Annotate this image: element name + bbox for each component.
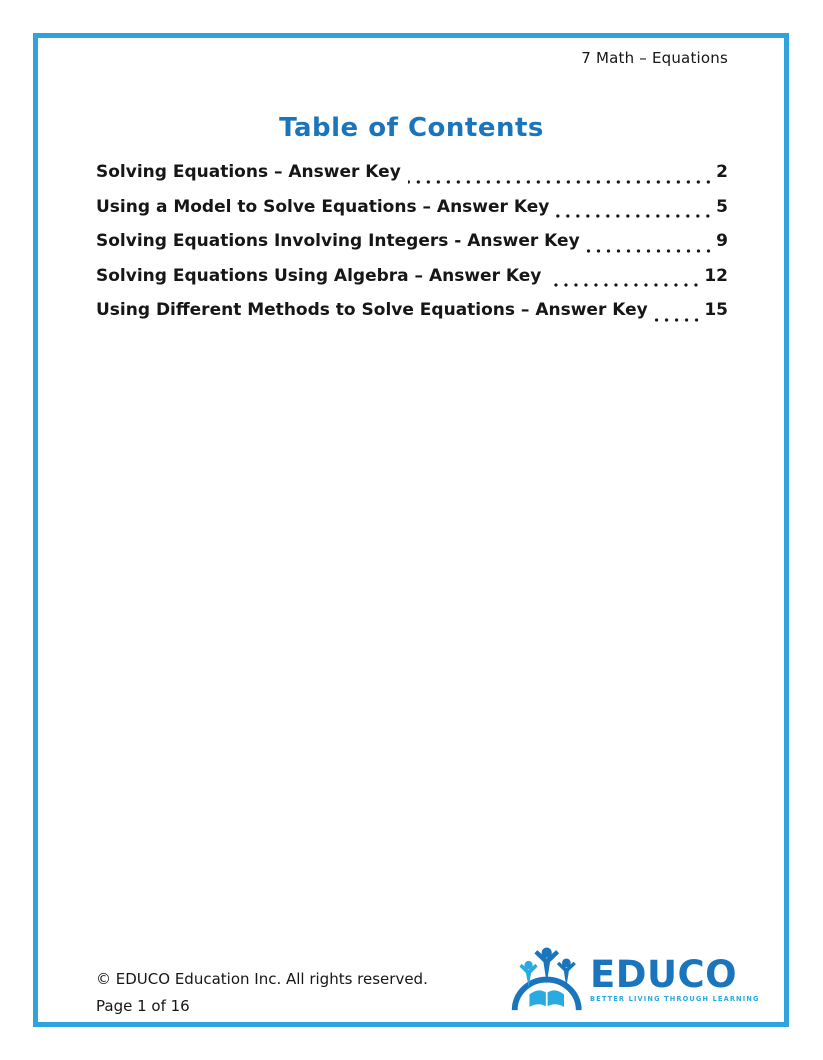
logo-tagline: BETTER LIVING THROUGH LEARNING <box>590 995 760 1003</box>
page-title: Table of Contents <box>279 113 544 143</box>
toc-entry-page: 12 <box>704 265 728 286</box>
logo-wordmark: EDUCO <box>590 953 738 996</box>
footer <box>96 966 428 1020</box>
toc-dot-leader <box>556 214 713 218</box>
toc-entry <box>96 191 728 226</box>
toc-entry-page: 5 <box>716 196 728 217</box>
toc-entry-label: Solving Equations Using Algebra – Answer Key <box>96 265 542 286</box>
table-of-contents <box>96 156 728 329</box>
toc-entry-label: Using a Model to Solve Equations – Answer Key <box>96 196 550 217</box>
toc-entry-label: Solving Equations – Answer Key <box>96 162 401 182</box>
toc-dot-leader <box>408 180 713 184</box>
header-course-label: 7 Math – Equations <box>581 49 728 67</box>
toc-entry-page: 9 <box>716 231 728 252</box>
toc-entry <box>96 156 728 191</box>
toc-entry <box>96 260 728 295</box>
toc-entry <box>96 294 728 329</box>
page-number-text: Page 1 of 16 <box>96 997 190 1015</box>
toc-dot-leader <box>587 249 713 253</box>
toc-dot-leader <box>655 318 702 322</box>
toc-entry-page: 2 <box>716 162 728 182</box>
toc-entry <box>96 225 728 260</box>
educo-logo <box>506 944 760 1018</box>
toc-entry-label: Solving Equations Involving Integers - Answer Key <box>96 231 580 252</box>
logo-text <box>590 953 760 1003</box>
toc-dot-leader <box>548 283 701 287</box>
educo-logo-icon <box>506 944 586 1018</box>
toc-entry-label: Using Different Methods to Solve Equations – Answer Key <box>96 300 648 321</box>
copyright-text: © EDUCO Education Inc. All rights reserved. <box>96 970 428 988</box>
toc-entry-page: 15 <box>704 300 728 321</box>
